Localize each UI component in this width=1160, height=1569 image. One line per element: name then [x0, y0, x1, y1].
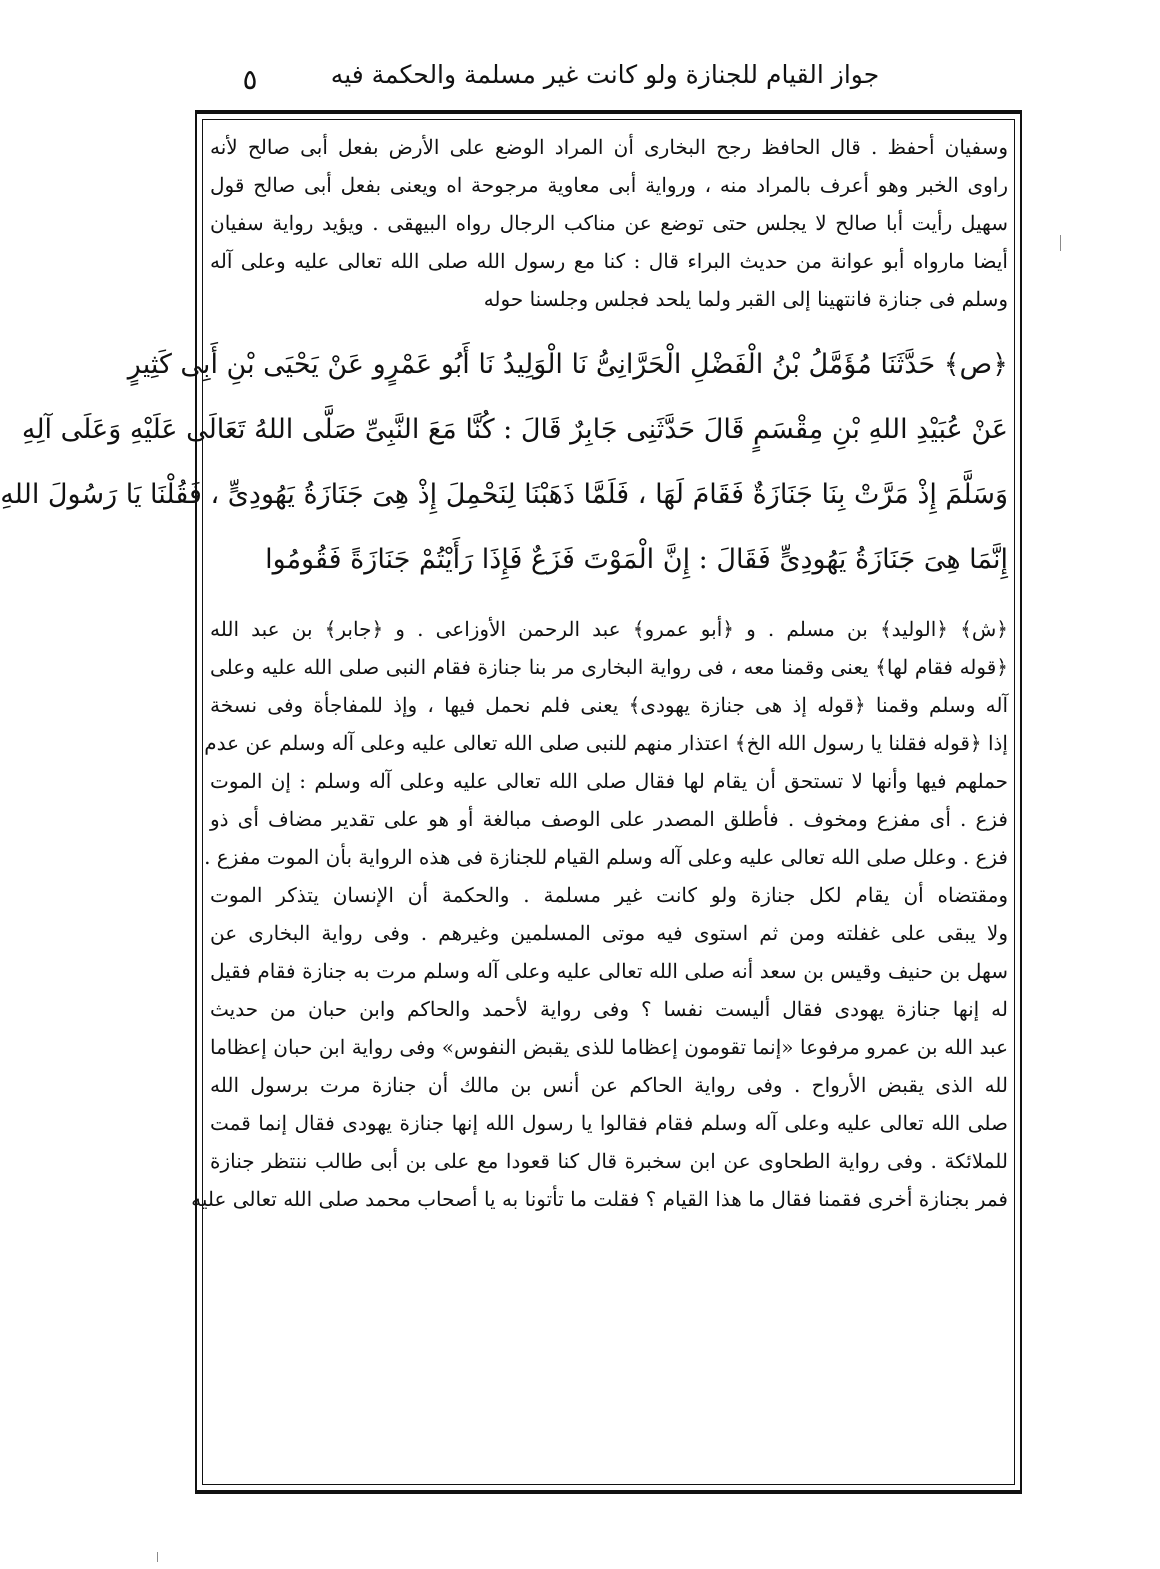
- running-head-title: جواز القيام للجنازة ولو كانت غير مسلمة والحكمة فيه: [330, 60, 880, 89]
- commentary-line: عبد الله بن عمرو مرفوعا «إنما تقومون إعظاما للذى يقبض النفوس» وفى رواية ابن حبان إعظاما: [210, 1035, 1008, 1059]
- commentary-line: إذا ﴿قوله فقلنا يا رسول الله الخ﴾ اعتذار منهم للنبى صلى الله تعالى عليه وعلى آله وسلم عن عدم: [204, 731, 1008, 755]
- commentary-line: آله وسلم وقمنا ﴿قوله إذ هى جنازة يهودى﴾ يعنى فلم نحمل فيها ، وإذ للمفاجأة وفى نسخة: [210, 693, 1008, 717]
- scan-mark: [157, 1552, 158, 1562]
- commentary-line: ومقتضاه أن يقام لكل جنازة ولو كانت غير مسلمة . والحكمة أن الإنسان يتذكر الموت: [210, 883, 1008, 907]
- commentary-line: سهل بن حنيف وقيس بن سعد أنه صلى الله تعالى عليه وعلى آله وسلم مرت به جنازة فقام فقيل: [210, 959, 1008, 983]
- body-line: أيضا مارواه أبو عوانة من حديث البراء قال : كنا مع رسول الله صلى الله تعالى عليه وعلى آله: [210, 249, 1008, 273]
- commentary-line: فزع . وعلل صلى الله تعالى عليه وعلى آله وسلم القيام للجنازة فى هذه الرواية بأن الموت مفزع .: [204, 845, 1008, 869]
- hadith-line: عَنْ عُبَيْدِ اللهِ بْنِ مِقْسَمٍ قَالَ حَدَّثَنِى جَابِرٌ قَالَ : كُنَّا مَعَ النَّبِىِّ صَلَّى اللهُ تَعَالَى عَلَيْهِ وَعَلَى آلِهِ: [21, 414, 1008, 445]
- commentary-line: حملهم فيها وأنها لا تستحق أن يقام لها فقال صلى الله تعالى عليه وعلى آله وسلم : إن الموت: [210, 769, 1008, 793]
- right-frame-rule: [1014, 119, 1015, 1485]
- hadith-line: ﴿ص﴾ حَدَّثَنَا مُؤَمَّلُ بْنُ الْفَضْلِ الْحَرَّانِىُّ نَا الْوَلِيدُ نَا أَبُو عَمْرٍو عَنْ يَحْيَى بْنِ أَبِى كَثِيرٍ: [127, 349, 1008, 380]
- hadith-line: وَسَلَّمَ إِذْ مَرَّتْ بِنَا جَنَازَةٌ فَقَامَ لَهَا ، فَلَمَّا ذَهَبْنَا لِنَحْمِلَ إِذْ هِىَ جَنَازَةُ يَهُودِىٍّ ، فَقُلْنَا يَا رَسُولَ اللهِ: [0, 479, 1008, 510]
- commentary-text: [191, 610, 1008, 1218]
- commentary-line: ﴿قوله فقام لها﴾ يعنى وقمنا معه ، فى رواية البخارى مر بنا جنازة فقام النبى صلى الله عليه وعلى: [210, 655, 1008, 679]
- commentary-line: لله الذى يقبض الأرواح . وفى رواية الحاكم عن أنس بن مالك أن جنازة مرت برسول الله: [210, 1073, 1008, 1097]
- commentary-line: ﴿ش﴾ ﴿الوليد﴾ بن مسلم . و ﴿أبو عمرو﴾ عبد الرحمن الأوزاعى . و ﴿جابر﴾ بن عبد الله: [210, 617, 1008, 641]
- body-line: وسفيان أحفظ . قال الحافظ رجح البخارى أن المراد الوضع على الأرض بفعل أبى صالح لأنه: [210, 135, 1008, 159]
- hadith-text: [0, 332, 1008, 592]
- page-body: [0, 128, 1008, 1478]
- commentary-line: ولا يبقى على غفلته ومن ثم استوى فيه موتى المسلمين وغيرهم . وفى رواية البخارى عن: [210, 921, 1008, 945]
- body-line: راوى الخبر وهو أعرف بالمراد منه ، ورواية أبى معاوية مرجوحة اه ويعنى بفعل أبى صالح قول: [210, 173, 1008, 197]
- paragraph-gap: [210, 592, 1008, 610]
- opening-paragraph: [210, 128, 1008, 318]
- commentary-line: له إنها جنازة يهودى فقال أليست نفسا ؟ وفى رواية لأحمد والحاكم وابن حبان من حديث: [210, 997, 1008, 1021]
- commentary-line: للملائكة . وفى رواية الطحاوى عن ابن سخبرة قال كنا قعودا مع على بن أبى طالب ننتظر جنازة: [210, 1149, 1008, 1173]
- body-line: سهيل رأيت أبا صالح لا يجلس حتى توضع عن مناكب الرجال رواه البيهقى . ويؤيد رواية سفيان: [210, 211, 1008, 235]
- scan-mark: [1060, 235, 1061, 251]
- body-line: وسلم فى جنازة فانتهينا إلى القبر ولما يلحد فجلس وجلسنا حوله: [483, 287, 1008, 311]
- commentary-line: صلى الله تعالى عليه وعلى آله وسلم فقام فقالوا يا رسول الله إنها جنازة يهودى فقال إنما قمت: [210, 1111, 1008, 1135]
- commentary-line: فمر بجنازة أخرى فقمنا فقال ما هذا القيام ؟ فقلت ما تأتونا به يا أصحاب محمد صلى الله تعالى عليه: [191, 1187, 1008, 1211]
- paragraph-gap: [210, 318, 1008, 332]
- commentary-line: فزع . أى مفزع ومخوف . فأطلق المصدر على الوصف مبالغة أو هو على تقدير مضاف أى ذو: [210, 807, 1008, 831]
- hadith-line: إِنَّمَا هِىَ جَنَازَةُ يَهُودِىٍّ فَقَالَ : إِنَّ الْمَوْتَ فَزَعٌ فَإِذَا رَأَيْتُمْ جَنَازَةً فَقُومُوا: [265, 544, 1008, 575]
- page-number: ٥: [242, 63, 258, 96]
